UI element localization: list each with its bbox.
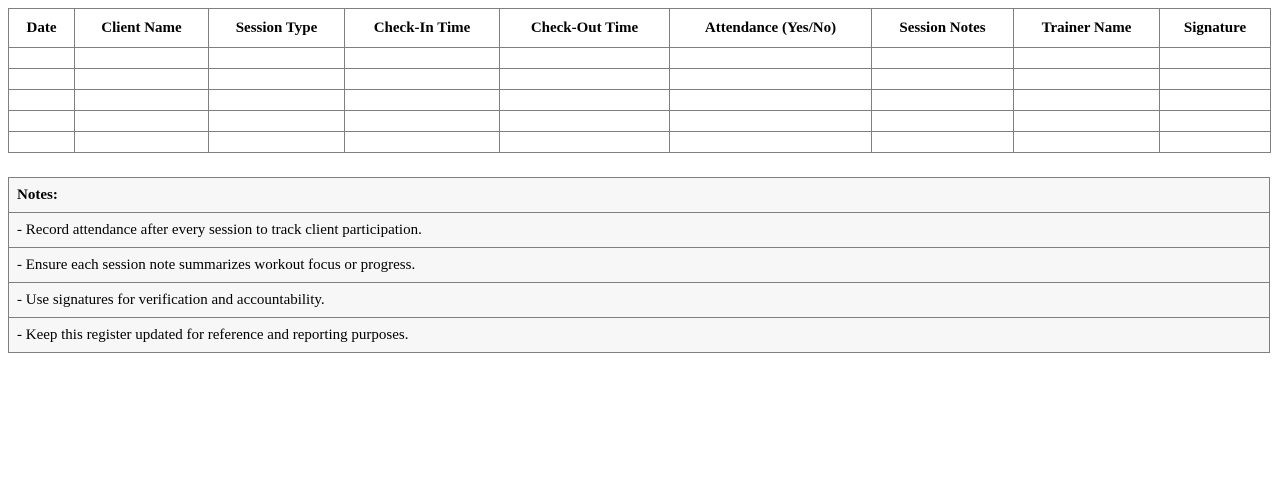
column-header-session-notes: Session Notes: [872, 9, 1014, 48]
notes-item: - Record attendance after every session to track client participation.: [9, 213, 1270, 248]
notes-title-row: [9, 178, 1270, 213]
table-row: [9, 48, 1271, 69]
table-cell: [75, 90, 209, 111]
table-cell: [1014, 90, 1160, 111]
notes-item-row: [9, 283, 1270, 318]
notes-section: [8, 177, 1270, 353]
table-cell: [1160, 90, 1271, 111]
table-cell: [500, 69, 670, 90]
column-header-trainer-name: Trainer Name: [1014, 9, 1160, 48]
table-cell: [209, 132, 345, 153]
table-cell: [1160, 111, 1271, 132]
table-cell: [75, 111, 209, 132]
table-cell: [1160, 48, 1271, 69]
table-cell: [872, 90, 1014, 111]
table-cell: [209, 111, 345, 132]
notes-item-row: [9, 318, 1270, 353]
table-cell: [500, 111, 670, 132]
table-cell: [500, 132, 670, 153]
table-cell: [9, 132, 75, 153]
table-cell: [872, 69, 1014, 90]
table-row: [9, 69, 1271, 90]
table-cell: [1160, 132, 1271, 153]
table-cell: [670, 132, 872, 153]
attendance-register-table: [8, 8, 1271, 153]
table-row: [9, 111, 1271, 132]
notes-item-row: [9, 248, 1270, 283]
table-cell: [345, 48, 500, 69]
table-cell: [75, 132, 209, 153]
table-cell: [872, 132, 1014, 153]
table-cell: [1014, 69, 1160, 90]
table-cell: [1014, 132, 1160, 153]
table-cell: [500, 90, 670, 111]
column-header-check-in-time: Check-In Time: [345, 9, 500, 48]
column-header-client-name: Client Name: [75, 9, 209, 48]
table-cell: [670, 48, 872, 69]
table-cell: [500, 48, 670, 69]
table-cell: [1160, 69, 1271, 90]
table-cell: [670, 90, 872, 111]
table-cell: [1014, 111, 1160, 132]
column-header-attendance: Attendance (Yes/No): [670, 9, 872, 48]
table-cell: [75, 48, 209, 69]
table-cell: [209, 90, 345, 111]
table-cell: [9, 69, 75, 90]
notes-item: - Use signatures for verification and accountability.: [9, 283, 1270, 318]
table-cell: [9, 90, 75, 111]
column-header-check-out-time: Check-Out Time: [500, 9, 670, 48]
notes-title: Notes:: [9, 178, 1270, 213]
table-cell: [345, 90, 500, 111]
table-cell: [345, 69, 500, 90]
table-cell: [872, 111, 1014, 132]
column-header-session-type: Session Type: [209, 9, 345, 48]
table-cell: [670, 111, 872, 132]
table-header-row: [9, 9, 1271, 48]
table-cell: [75, 69, 209, 90]
notes-item: - Keep this register updated for reference and reporting purposes.: [9, 318, 1270, 353]
column-header-signature: Signature: [1160, 9, 1271, 48]
table-cell: [345, 132, 500, 153]
table-cell: [9, 111, 75, 132]
notes-item-row: [9, 213, 1270, 248]
table-cell: [345, 111, 500, 132]
table-cell: [1014, 48, 1160, 69]
column-header-date: Date: [9, 9, 75, 48]
notes-item: - Ensure each session note summarizes workout focus or progress.: [9, 248, 1270, 283]
table-row: [9, 90, 1271, 111]
table-cell: [670, 69, 872, 90]
table-cell: [872, 48, 1014, 69]
table-cell: [209, 48, 345, 69]
table-cell: [209, 69, 345, 90]
table-cell: [9, 48, 75, 69]
table-row: [9, 132, 1271, 153]
